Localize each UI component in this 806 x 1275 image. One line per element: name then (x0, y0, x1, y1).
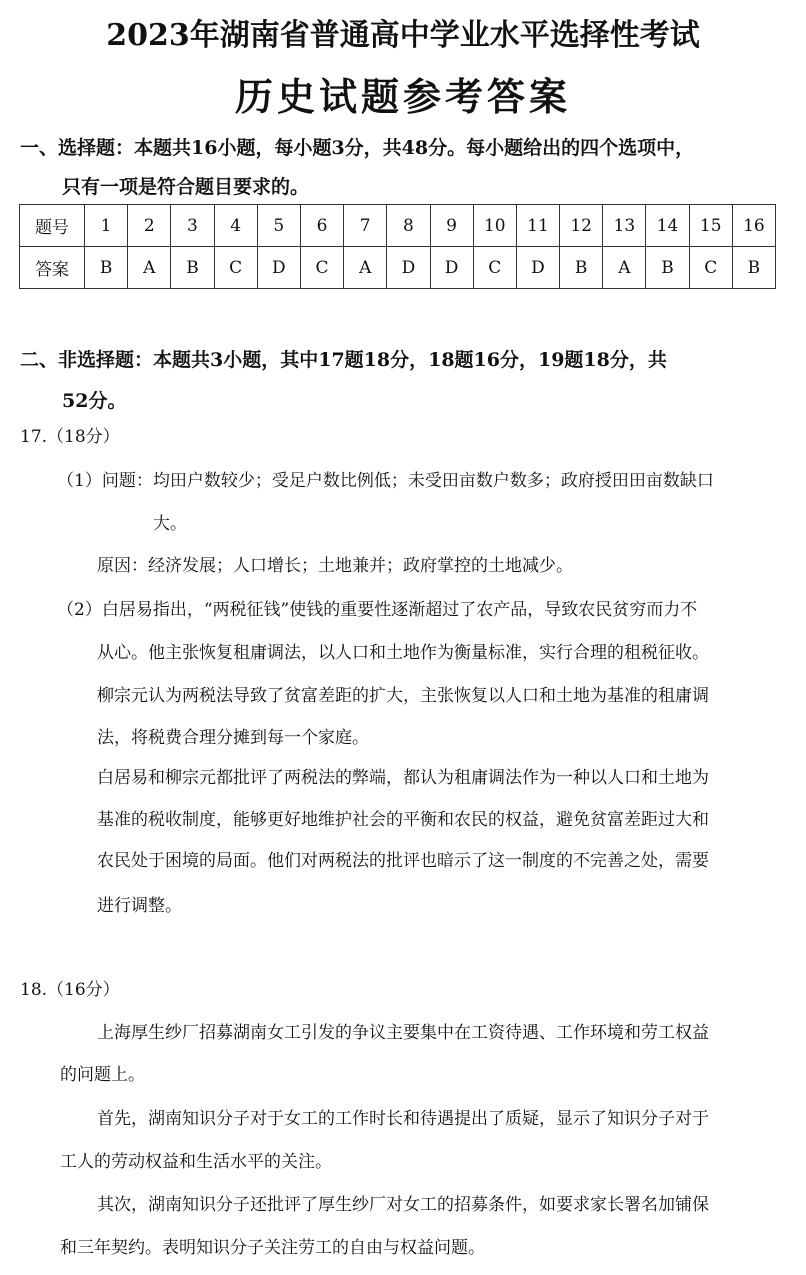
question-number: 7 (344, 205, 387, 247)
answer-cell: C (473, 247, 516, 289)
question-number: 6 (300, 205, 343, 247)
document-subtitle: 历史试题参考答案 (234, 74, 571, 119)
q17-part2-line: 法，将税费合理分摊到每一个家庭。 (97, 728, 369, 748)
question-number: 10 (473, 205, 516, 247)
answer-cell: B (560, 247, 603, 289)
q18-line: 其次，湖南知识分子还批评了厚生纱厂对女工的招募条件，如要求家长署名加铺保 (97, 1195, 709, 1215)
question-number: 15 (689, 205, 732, 247)
question-number: 1 (85, 205, 128, 247)
answer-cell: B (732, 247, 775, 289)
question-number: 9 (430, 205, 473, 247)
q17-part2-line: 进行调整。 (97, 896, 182, 916)
q17-part1-line: 大。 (153, 514, 187, 534)
question-number: 16 (732, 205, 775, 247)
answer-table (19, 204, 776, 289)
q17-part1-line: （1）问题：均田户数较少；受足户数比例低；未受田亩数户数多；政府授田田亩数缺口 (57, 471, 714, 491)
answer-cell: A (128, 247, 171, 289)
question-number: 14 (646, 205, 689, 247)
question-number: 12 (560, 205, 603, 247)
question-number: 2 (128, 205, 171, 247)
answer-cell: A (603, 247, 646, 289)
q17-part2-line: 基准的税收制度，能够更好地维护社会的平衡和农民的权益，避免贫富差距过大和 (97, 810, 709, 830)
answer-cell: C (300, 247, 343, 289)
answer-cell: C (689, 247, 732, 289)
answer-row (20, 247, 776, 289)
question-number: 13 (603, 205, 646, 247)
q18-label: 18.（16分） (20, 980, 120, 1000)
answer-cell: A (344, 247, 387, 289)
row-label-answer: 答案 (20, 247, 85, 289)
q17-part1-reason: 原因：经济发展；人口增长；土地兼并；政府掌控的土地减少。 (97, 556, 573, 576)
question-number: 3 (171, 205, 214, 247)
question-number-row (20, 205, 776, 247)
question-number: 5 (257, 205, 300, 247)
question-number: 8 (387, 205, 430, 247)
q18-line: 和三年契约。表明知识分子关注劳工的自由与权益问题。 (60, 1238, 485, 1258)
answer-cell: D (516, 247, 559, 289)
answer-cell: B (646, 247, 689, 289)
answer-cell: D (257, 247, 300, 289)
answer-cell: D (387, 247, 430, 289)
document-title: 2023年湖南省普通高中学业水平选择性考试 (106, 18, 700, 53)
section1-heading-cont: 只有一项是符合题目要求的。 (62, 176, 310, 198)
question-number: 11 (516, 205, 559, 247)
section2-heading-cont: 52分。 (62, 390, 127, 412)
q17-part2-line: 白居易和柳宗元都批评了两税法的弊端，都认为租庸调法作为一种以人口和土地为 (97, 768, 709, 788)
q17-part2-line: 农民处于困境的局面。他们对两税法的批评也暗示了这一制度的不完善之处，需要 (97, 851, 709, 871)
section2-heading: 二、非选择题：本题共3小题，其中17题18分，18题16分，19题18分，共 (20, 349, 667, 371)
answer-cell: C (214, 247, 257, 289)
row-label-question: 题号 (20, 205, 85, 247)
answer-cell: B (85, 247, 128, 289)
q18-line: 上海厚生纱厂招募湖南女工引发的争议主要集中在工资待遇、工作环境和劳工权益 (97, 1023, 709, 1043)
q18-line: 工人的劳动权益和生活水平的关注。 (60, 1152, 332, 1172)
answer-cell: D (430, 247, 473, 289)
q17-label: 17.（18分） (20, 427, 120, 447)
section1-heading: 一、选择题：本题共16小题，每小题3分，共48分。每小题给出的四个选项中， (20, 137, 695, 159)
q17-part2-line: 柳宗元认为两税法导致了贫富差距的扩大，主张恢复以人口和土地为基准的租庸调 (97, 686, 709, 706)
q17-part2-line: （2）白居易指出，“两税征钱”使钱的重要性逐渐超过了农产品，导致农民贫穷而力不 (57, 600, 698, 620)
q18-line: 的问题上。 (60, 1065, 145, 1085)
q18-line: 首先，湖南知识分子对于女工的工作时长和待遇提出了质疑，显示了知识分子对于 (97, 1109, 709, 1129)
answer-cell: B (171, 247, 214, 289)
q17-part2-line: 从心。他主张恢复租庸调法，以人口和土地作为衡量标准，实行合理的租税征收。 (97, 643, 709, 663)
question-number: 4 (214, 205, 257, 247)
